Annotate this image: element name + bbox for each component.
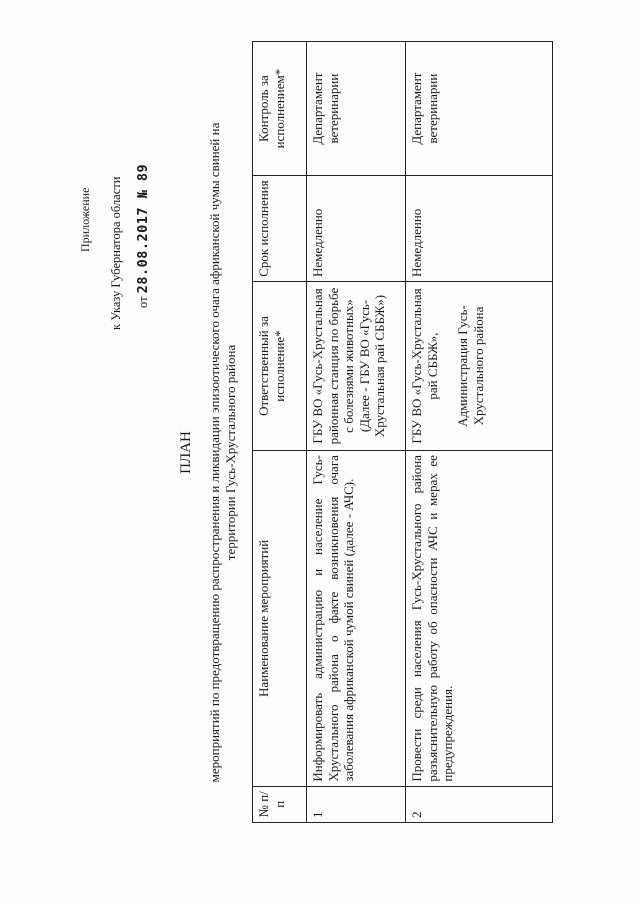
row-num: 2: [406, 786, 553, 822]
header-responsible: Ответственный за исполнение*: [253, 281, 307, 450]
decree-date-line: [135, 164, 151, 308]
decree-reference: к Указу Губернатора области: [109, 176, 123, 330]
date-stamp: 28.08.2017 № 89: [135, 163, 151, 294]
header-num: № п/п: [253, 786, 307, 822]
row-responsible-extra: Администрация Гусь-Хрустального района: [455, 305, 486, 427]
document-subtitle-line2: территории Гусь-Хрустального района: [223, 344, 238, 561]
row-responsible: [406, 281, 553, 450]
row-name: Провести среди населения Гусь-Хрустального района разъяснительную работу об опасности АЧС и мерах ее предупреждения.: [406, 451, 553, 787]
row-control: Департамент ветеринарии: [307, 42, 406, 176]
row-num: 1: [307, 786, 406, 822]
document-subtitle-line1: мероприятий по предотвращению распространения и ликвидации эпизоотического очага африканской чумы свиней на: [207, 122, 222, 783]
row-responsible-main: ГБУ ВО «Гусь-Хрустальная рай СББЖ»,: [409, 288, 440, 444]
header-term: Срок исполнения: [253, 176, 307, 282]
header-name: Наименование мероприятий: [253, 451, 307, 787]
table-row: [406, 42, 553, 823]
row-control: Департамент ветеринарии: [406, 42, 553, 176]
appendix-label: Приложение: [78, 187, 92, 252]
row-name: Информировать администрацию и население Гусь-Хрустального района о факте возникновения очага заболевания африканской чумой свиней (далее - АЧС).: [307, 451, 406, 787]
date-prefix: от: [136, 296, 150, 308]
plan-table: [252, 41, 553, 823]
header-control: Контроль за исполнением*: [253, 42, 307, 176]
document-title: ПЛАН: [178, 431, 194, 474]
row-responsible: [307, 281, 406, 450]
row-term: Немедленно: [406, 176, 553, 282]
row-responsible-main: ГБУ ВО «Гусь-Хрустальная районная станция по борьбе с болезнями животных» (Далее - ГБУ ВО «Гусь-Хрустальная рай СББЖ»): [310, 287, 387, 445]
table-row: [307, 42, 406, 823]
row-term: Немедленно: [307, 176, 406, 282]
table-header-row: [253, 42, 307, 823]
